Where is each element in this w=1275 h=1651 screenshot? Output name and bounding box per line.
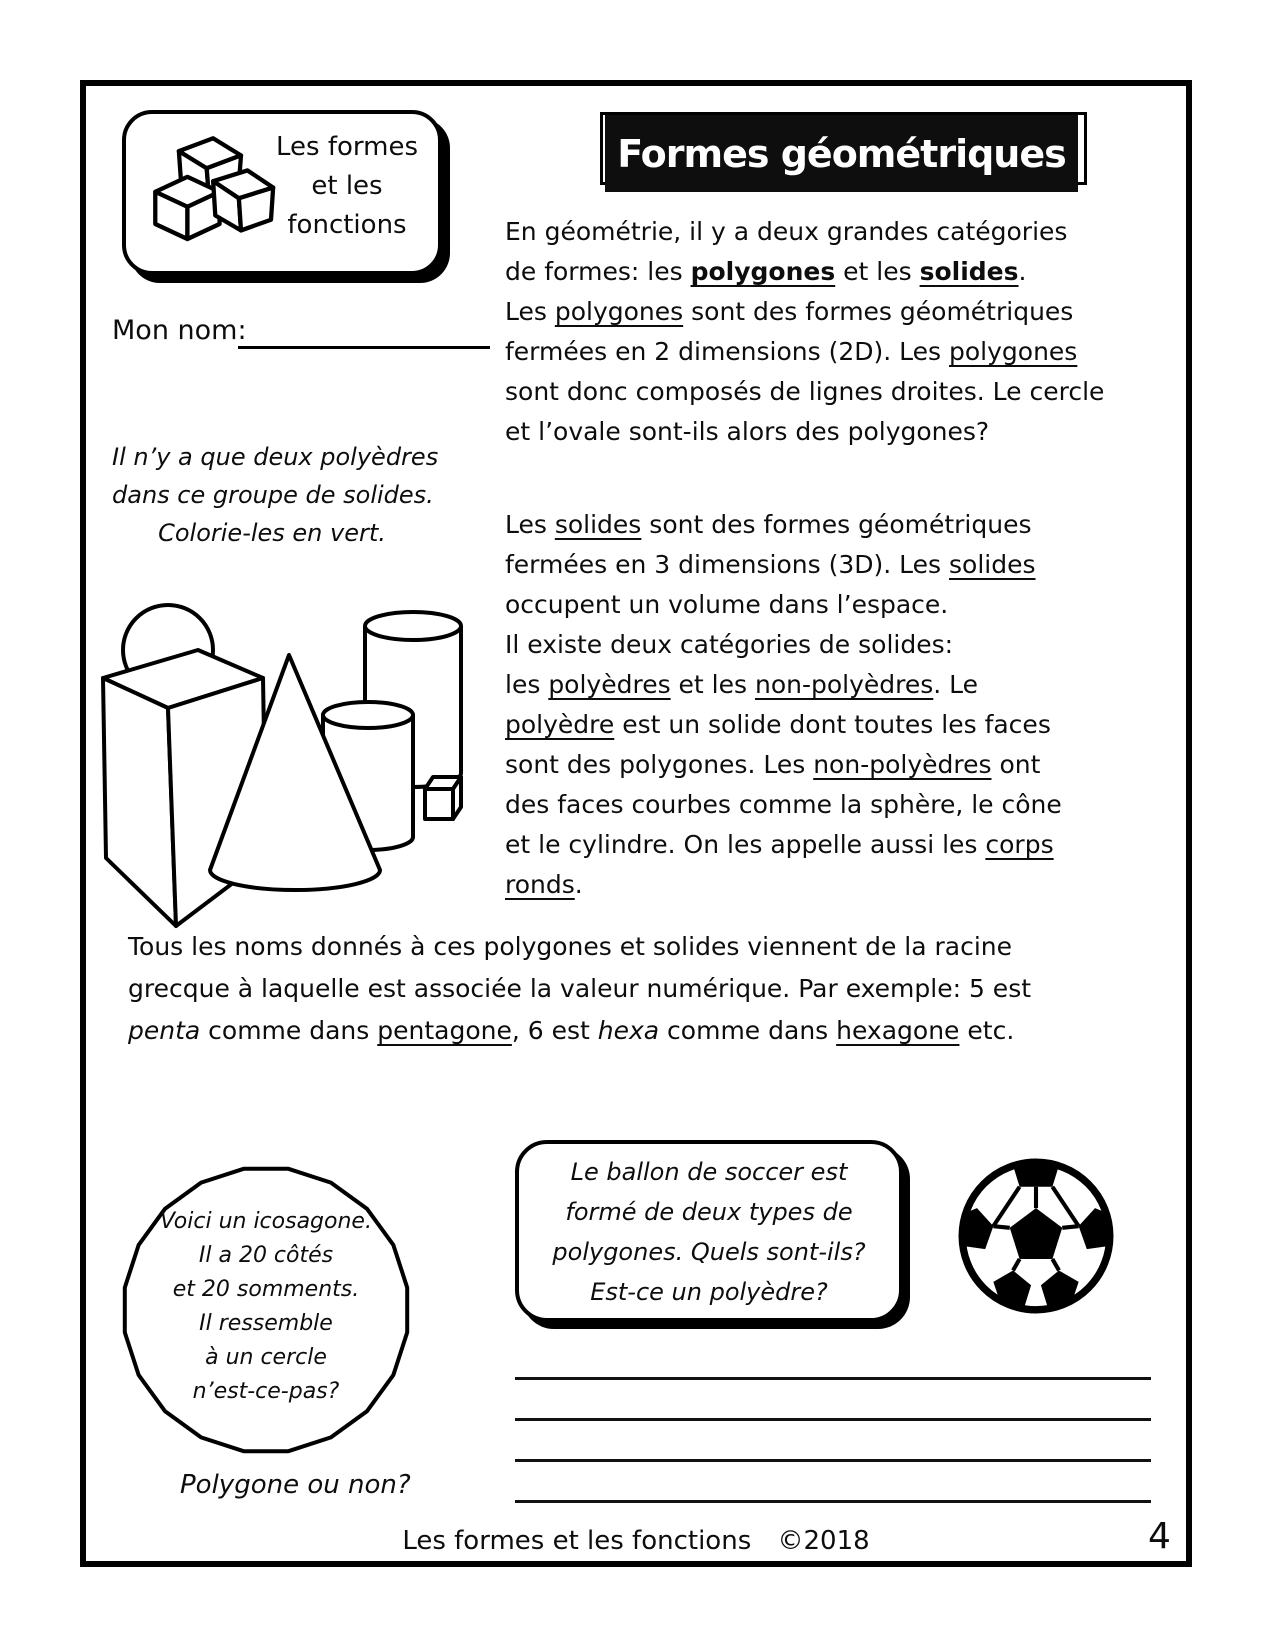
- coloring-instruction: Il n’y a que deux polyèdres dans ce groupe de solides. Colorie-les en vert.: [112, 443, 439, 547]
- logo-title: Les formes et les fonctions: [276, 132, 418, 240]
- page-number: 4: [1148, 1516, 1171, 1557]
- footer: [80, 1526, 1192, 1556]
- name-write-line[interactable]: [238, 311, 490, 349]
- solids-illustration: [88, 558, 478, 943]
- footer-copyright: ©2018: [777, 1526, 870, 1556]
- answer-write-line[interactable]: [515, 1339, 1151, 1380]
- intro-paragraph: En géométrie, il y a deux grandes catégories de formes: les polygones et les solides. Les polygones sont des formes géométriques fermées en 2 dimensions (2D). Les polygones sont donc composés de lignes droites. Le cercle et l’ovale sont-ils alors des polygones?: [505, 217, 1105, 446]
- icosagon-caption: Voici un icosagone. Il a 20 côtés et 20 somments. Il ressemble à un cercle n’est-ce-pas?: [160, 1209, 372, 1404]
- page-title: Formes géométriques: [617, 131, 1066, 176]
- answer-write-line[interactable]: [515, 1462, 1151, 1503]
- page-title-banner: [605, 115, 1078, 192]
- polygon-question: Polygone ou non?: [180, 1470, 411, 1500]
- greek-roots-paragraph: Tous les noms donnés à ces polygones et solides viennent de la racine grecque à laquelle est associée la valeur numérique. Par exemple: 5 est penta comme dans pentagone, 6 est hexa comme dans hexagone etc.: [128, 932, 1032, 1045]
- soccer-ball-icon: [954, 1154, 1118, 1318]
- answer-lines: [515, 1339, 1151, 1503]
- answer-write-line[interactable]: [515, 1380, 1151, 1421]
- name-label: Mon nom:: [112, 315, 247, 346]
- soccer-question-text: Le ballon de soccer est formé de deux types de polygones. Quels sont-ils? Est-ce un polyèdre?: [552, 1158, 866, 1306]
- footer-title: Les formes et les fonctions: [402, 1526, 752, 1556]
- answer-write-line[interactable]: [515, 1421, 1151, 1462]
- solids-paragraph: Les solides sont des formes géométriques fermées en 3 dimensions (3D). Les solides occupent un volume dans l’espace. Il existe deux catégories de solides: les polyèdres et les non-polyèdres. Le polyèdre est un solide dont toutes les faces sont des polygones. Les non-polyèdres ont des faces courbes comme la sphère, le cône et le cylindre. On les appelle aussi les corps ronds.: [505, 510, 1062, 899]
